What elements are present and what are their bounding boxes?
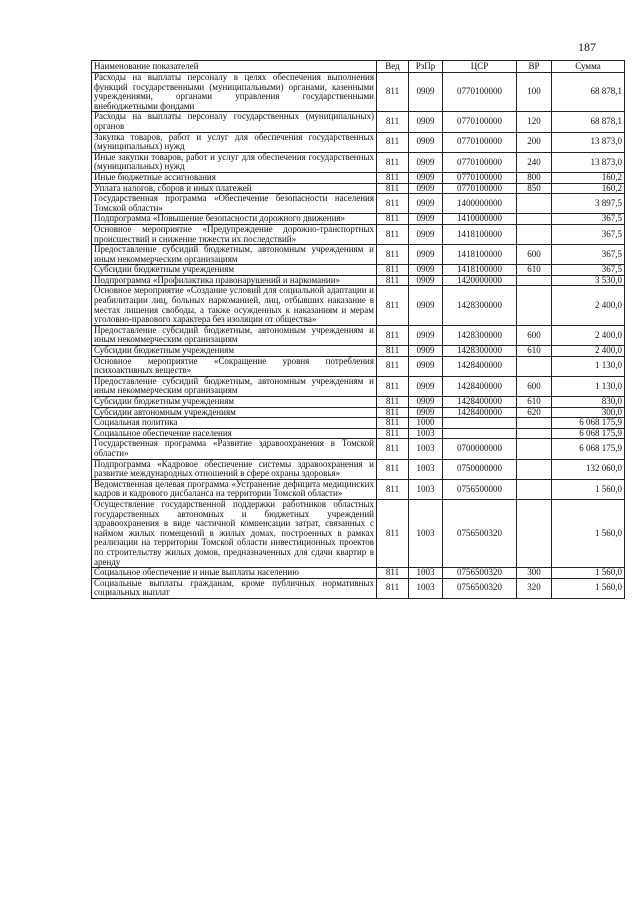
cell-name: Субсидии бюджетным учреждениям [92,346,377,357]
cell-vr [517,439,552,459]
header-vr: ВР [517,61,552,73]
cell-vr: 200 [517,132,552,152]
table-row [92,183,625,194]
cell-name: Иные закупки товаров, работ и услуг для обеспечения государственных (муниципальных) нужд [92,152,377,172]
cell-name: Иные бюджетные ассигнования [92,172,377,183]
cell-sum: 3 897,5 [552,194,625,214]
cell-name: Основное мероприятие «Сокращение уровня потребления психоактивных веществ» [92,356,377,376]
cell-ved: 811 [377,499,409,567]
table-row [92,214,625,225]
cell-vr [517,286,552,325]
cell-ved: 811 [377,325,409,345]
header-sum: Сумма [552,61,625,73]
header-ved: Вед [377,61,409,73]
table-row [92,73,625,112]
cell-csr: 0770100000 [443,112,517,132]
cell-sum: 132 060,0 [552,459,625,479]
cell-ved: 811 [377,397,409,408]
cell-rzpr: 0909 [409,172,443,183]
cell-rzpr: 0909 [409,286,443,325]
cell-rzpr: 0909 [409,346,443,357]
cell-rzpr: 0909 [409,112,443,132]
cell-sum: 1 560,0 [552,479,625,499]
cell-vr: 240 [517,152,552,172]
cell-csr: 0770100000 [443,183,517,194]
cell-name: Подпрограмма «Профилактика правонарушений и наркомании» [92,275,377,286]
cell-sum: 68 878,1 [552,112,625,132]
table-body [92,73,625,599]
cell-vr: 100 [517,73,552,112]
table-row [92,245,625,265]
cell-ved: 811 [377,356,409,376]
cell-vr: 620 [517,407,552,418]
table-row [92,224,625,244]
cell-name: Социальное обеспечение населения [92,428,377,439]
cell-vr [517,479,552,499]
cell-rzpr: 0909 [409,152,443,172]
cell-name: Предоставление субсидий бюджетным, автономным учреждениям и иным некоммерческим организациям [92,325,377,345]
cell-vr [517,459,552,479]
cell-sum: 830,0 [552,397,625,408]
cell-ved: 811 [377,275,409,286]
cell-sum: 3 530,0 [552,275,625,286]
cell-csr: 1400000000 [443,194,517,214]
cell-vr: 120 [517,112,552,132]
cell-name: Подпрограмма «Кадровое обеспечение системы здравоохранения и развитие международных отношений в сфере охраны здоровья» [92,459,377,479]
cell-sum: 6 068 175,9 [552,428,625,439]
cell-ved: 811 [377,73,409,112]
cell-vr: 600 [517,245,552,265]
table-row [92,479,625,499]
cell-name: Закупка товаров, работ и услуг для обеспечения государственных (муниципальных) нужд [92,132,377,152]
cell-vr: 610 [517,346,552,357]
cell-name: Субсидии автономным учреждениям [92,407,377,418]
cell-vr: 850 [517,183,552,194]
cell-csr: 0756500320 [443,568,517,579]
cell-sum: 367,5 [552,245,625,265]
cell-sum: 1 130,0 [552,376,625,396]
cell-csr: 1410000000 [443,214,517,225]
cell-vr [517,224,552,244]
cell-vr: 300 [517,568,552,579]
cell-csr: 1428400000 [443,397,517,408]
cell-csr: 1428400000 [443,376,517,396]
cell-rzpr: 0909 [409,132,443,152]
cell-ved: 811 [377,224,409,244]
table-row [92,152,625,172]
cell-csr: 1428300000 [443,325,517,345]
table-row [92,325,625,345]
cell-name: Основное мероприятие «Создание условий для социальной адаптации и реабилитации лиц, больных наркоманией, лиц, отбывших наказание в местах лишения свободы, а также осужденных к наказаниям и мерам уголовно-правового характера без изоляции от общества» [92,286,377,325]
cell-rzpr: 1000 [409,418,443,429]
cell-csr: 1418100000 [443,224,517,244]
page-number: 187 [578,40,596,54]
table-row [92,265,625,276]
table-row [92,275,625,286]
cell-name: Предоставление субсидий бюджетным, автономным учреждениям и иным некоммерческим организациям [92,245,377,265]
cell-csr: 1418100000 [443,265,517,276]
cell-ved: 811 [377,407,409,418]
cell-name: Субсидии бюджетным учреждениям [92,397,377,408]
cell-sum: 367,5 [552,214,625,225]
cell-rzpr: 0909 [409,224,443,244]
cell-ved: 811 [377,132,409,152]
cell-sum: 1 560,0 [552,568,625,579]
cell-rzpr: 0909 [409,183,443,194]
cell-ved: 811 [377,286,409,325]
header-csr: ЦСР [443,61,517,73]
cell-rzpr: 1003 [409,428,443,439]
cell-ved: 811 [377,578,409,598]
table-row [92,376,625,396]
cell-ved: 811 [377,568,409,579]
cell-ved: 811 [377,428,409,439]
cell-vr: 610 [517,397,552,408]
table-row [92,407,625,418]
cell-name: Субсидии бюджетным учреждениям [92,265,377,276]
cell-ved: 811 [377,194,409,214]
cell-vr: 320 [517,578,552,598]
cell-csr: 0770100000 [443,172,517,183]
cell-name: Подпрограмма «Повышение безопасности дорожного движения» [92,214,377,225]
cell-csr: 0756500000 [443,479,517,499]
cell-vr [517,428,552,439]
cell-rzpr: 0909 [409,245,443,265]
cell-csr [443,418,517,429]
cell-sum: 6 068 175,9 [552,418,625,429]
cell-sum: 13 873,0 [552,152,625,172]
cell-sum: 6 068 175,9 [552,439,625,459]
table-row [92,568,625,579]
cell-rzpr: 1003 [409,568,443,579]
cell-rzpr: 0909 [409,214,443,225]
cell-sum: 300,0 [552,407,625,418]
cell-sum: 367,5 [552,224,625,244]
cell-rzpr: 1003 [409,479,443,499]
cell-rzpr: 0909 [409,275,443,286]
cell-csr: 0756500320 [443,578,517,598]
cell-sum: 68 878,1 [552,73,625,112]
cell-ved: 811 [377,265,409,276]
cell-name: Расходы на выплаты персоналу в целях обеспечения выполнения функций государственными (муниципальными) органами, казенными учреждениями, органами управления государственными внебюджетными фондами [92,73,377,112]
cell-name: Ведомственная целевая программа «Устранение дефицита медицинских кадров и кадрового дисбаланса на территории Томской области» [92,479,377,499]
cell-rzpr: 0909 [409,325,443,345]
cell-rzpr: 0909 [409,376,443,396]
table-row [92,132,625,152]
table-header-row [92,61,625,73]
cell-ved: 811 [377,245,409,265]
cell-vr [517,418,552,429]
table-row [92,194,625,214]
table-row [92,578,625,598]
cell-rzpr: 1003 [409,459,443,479]
cell-sum: 2 400,0 [552,346,625,357]
cell-sum: 1 560,0 [552,499,625,567]
cell-csr: 1418100000 [443,245,517,265]
cell-ved: 811 [377,172,409,183]
table-row [92,356,625,376]
cell-vr: 610 [517,265,552,276]
cell-sum: 160,2 [552,183,625,194]
cell-name: Расходы на выплаты персоналу государственных (муниципальных) органов [92,112,377,132]
cell-vr: 600 [517,376,552,396]
header-rzpr: РзПр [409,61,443,73]
cell-ved: 811 [377,479,409,499]
cell-sum: 1 560,0 [552,578,625,598]
cell-name: Уплата налогов, сборов и иных платежей [92,183,377,194]
cell-name: Государственная программа «Обеспечение безопасности населения Томской области» [92,194,377,214]
cell-ved: 811 [377,376,409,396]
header-name: Наименование показателей [92,61,377,73]
cell-csr: 1428400000 [443,356,517,376]
table-row [92,499,625,567]
cell-ved: 811 [377,439,409,459]
cell-csr: 1428300000 [443,286,517,325]
cell-ved: 811 [377,214,409,225]
table-row [92,418,625,429]
cell-rzpr: 0909 [409,265,443,276]
cell-rzpr: 0909 [409,73,443,112]
cell-vr: 600 [517,325,552,345]
cell-rzpr: 0909 [409,194,443,214]
cell-rzpr: 1003 [409,439,443,459]
cell-ved: 811 [377,418,409,429]
cell-csr: 1428300000 [443,346,517,357]
cell-csr: 0750000000 [443,459,517,479]
cell-sum: 1 130,0 [552,356,625,376]
cell-name: Осуществление государственной поддержки работников областных государственных автономных и бюджетных учреждений здравоохранения в виде частичной компенсации затрат, связанных с наймом жилых помещений в жилых домах, построенных в рамках реализации на территории Томской области инвестиционных проектов по строительству жилых домов, предназначенных для сдачи квартир в аренду [92,499,377,567]
cell-name: Социальная политика [92,418,377,429]
cell-csr: 0700000000 [443,439,517,459]
cell-csr: 1428400000 [443,407,517,418]
cell-sum: 160,2 [552,172,625,183]
cell-rzpr: 0909 [409,397,443,408]
cell-csr: 0770100000 [443,132,517,152]
cell-vr: 800 [517,172,552,183]
cell-csr: 0770100000 [443,73,517,112]
cell-ved: 811 [377,459,409,479]
cell-csr: 0756500320 [443,499,517,567]
cell-name: Социальные выплаты гражданам, кроме публичных нормативных социальных выплат [92,578,377,598]
cell-name: Предоставление субсидий бюджетным, автономным учреждениям и иным некоммерческим организациям [92,376,377,396]
cell-name: Социальное обеспечение и иные выплаты населению [92,568,377,579]
table-row [92,286,625,325]
cell-sum: 2 400,0 [552,286,625,325]
cell-sum: 13 873,0 [552,132,625,152]
cell-vr [517,194,552,214]
table-row [92,428,625,439]
cell-ved: 811 [377,112,409,132]
cell-csr [443,428,517,439]
table-row [92,459,625,479]
cell-vr [517,499,552,567]
cell-rzpr: 1003 [409,578,443,598]
table-row [92,172,625,183]
cell-name: Государственная программа «Развитие здравоохранения в Томской области» [92,439,377,459]
cell-rzpr: 0909 [409,407,443,418]
table-row [92,112,625,132]
cell-name: Основное мероприятие «Предупреждение дорожно-транспортных происшествий и снижение тяжести их последствий» [92,224,377,244]
cell-csr: 1420000000 [443,275,517,286]
table-row [92,439,625,459]
budget-table [91,60,625,599]
cell-ved: 811 [377,183,409,194]
cell-sum: 367,5 [552,265,625,276]
cell-ved: 811 [377,152,409,172]
cell-sum: 2 400,0 [552,325,625,345]
table-row [92,397,625,408]
table-row [92,346,625,357]
cell-vr [517,275,552,286]
cell-ved: 811 [377,346,409,357]
cell-vr [517,356,552,376]
cell-rzpr: 1003 [409,499,443,567]
cell-csr: 0770100000 [443,152,517,172]
cell-rzpr: 0909 [409,356,443,376]
cell-vr [517,214,552,225]
